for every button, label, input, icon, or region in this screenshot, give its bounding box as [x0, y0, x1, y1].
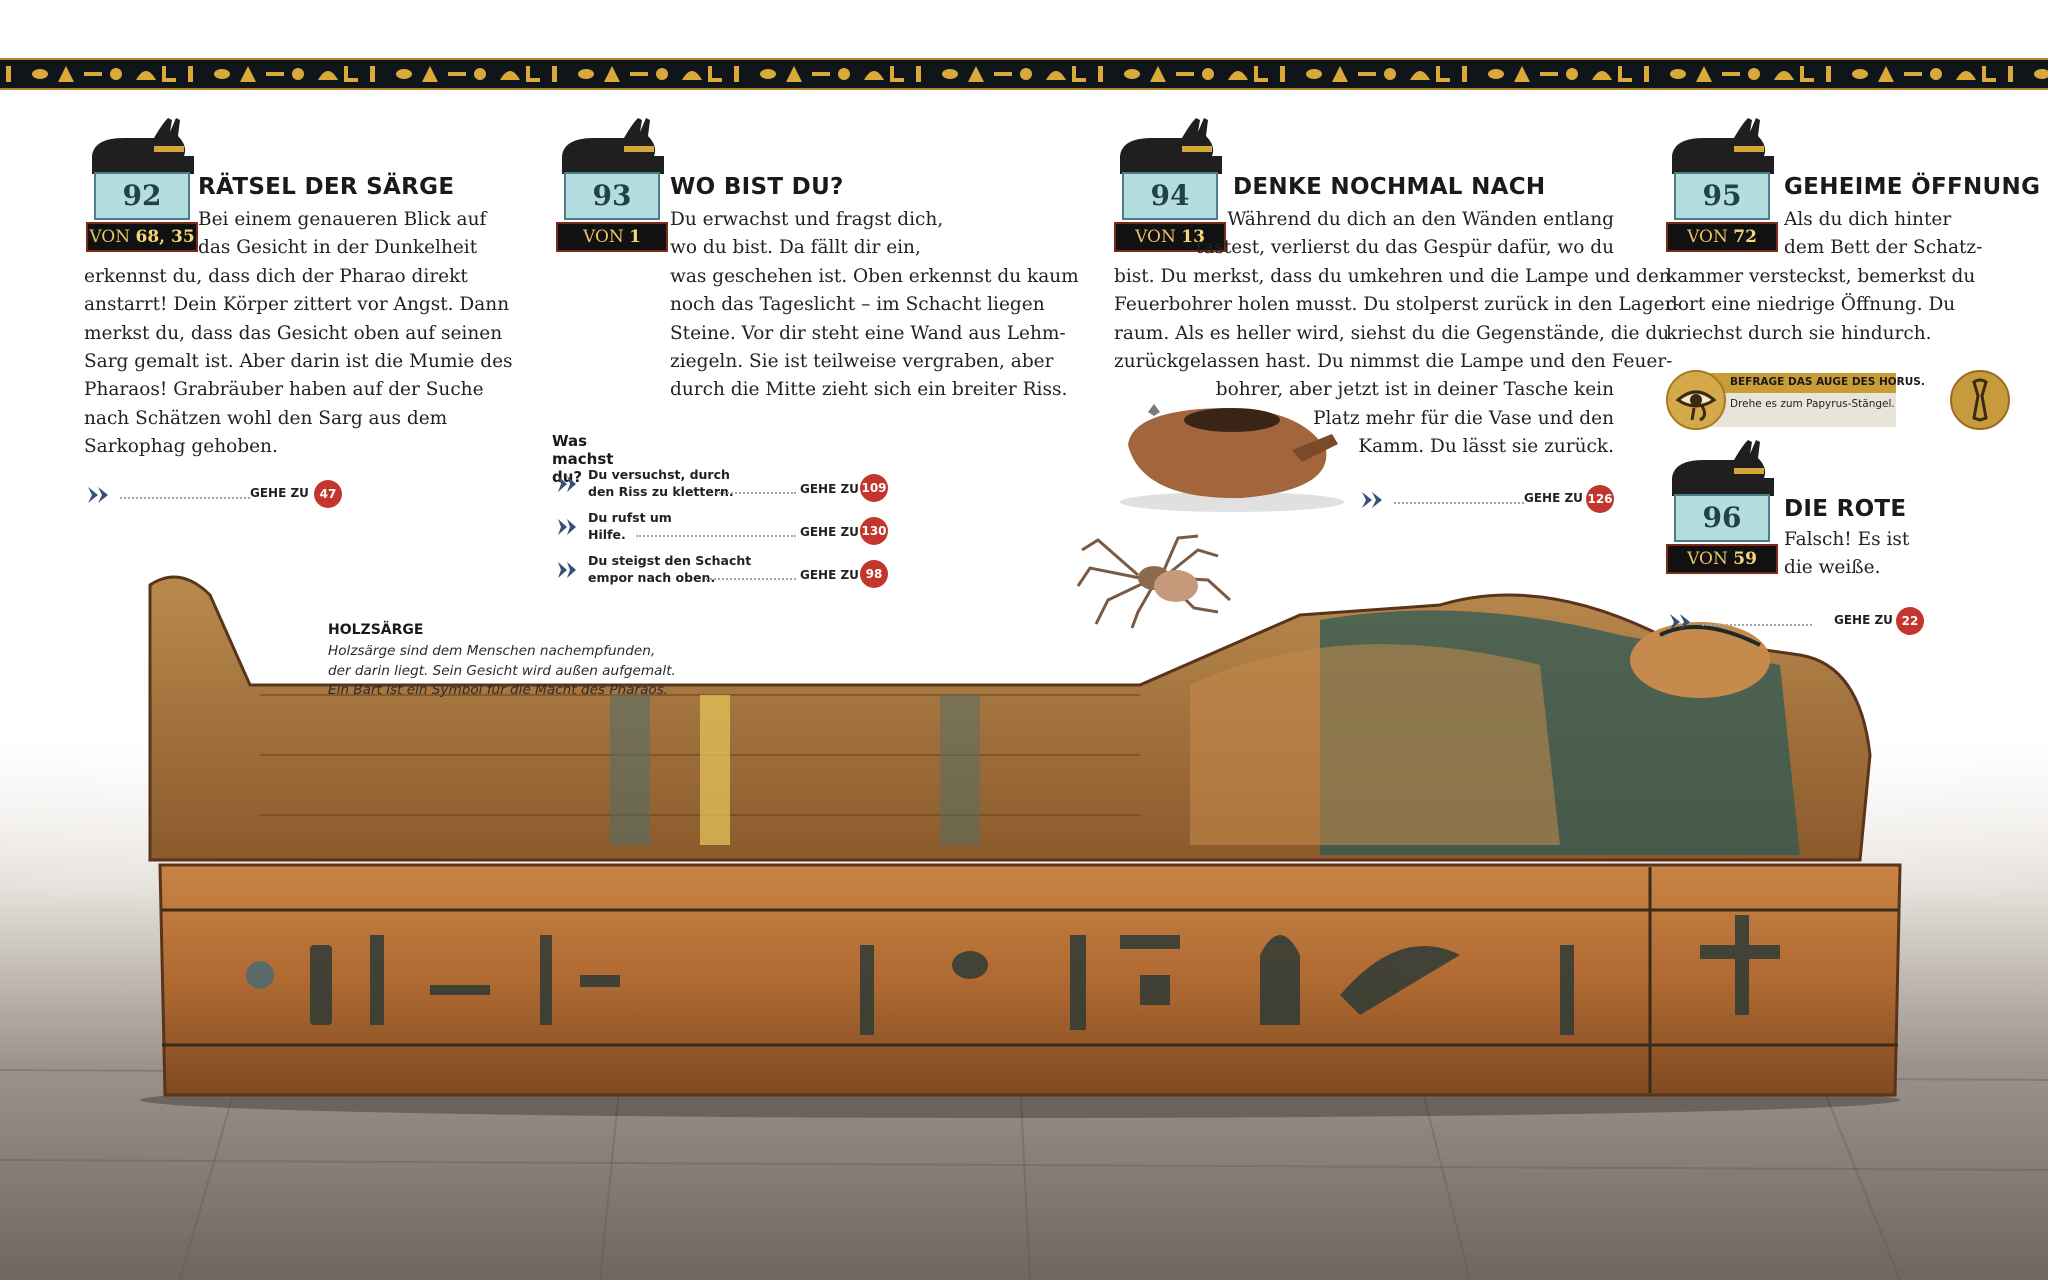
body-line: das Gesicht in der Dunkelheit [198, 237, 478, 259]
image-caption [328, 622, 748, 701]
hieroglyph-glyph [162, 66, 176, 82]
goto-number[interactable]: 22 [1896, 607, 1924, 635]
body-line: kammer versteckst, bemerkst du [1666, 265, 1976, 287]
hieroglyph-glyph [552, 66, 557, 82]
body-line: die weiße. [1784, 557, 1881, 579]
hieroglyph-glyph [1982, 66, 1996, 82]
section-number: 93 [564, 172, 660, 220]
hieroglyph-glyph [1176, 72, 1194, 76]
body-line: Feuerbohrer holen musst. Du stolperst zurück in den Lager- [1114, 294, 1680, 316]
hieroglyph-glyph [136, 71, 156, 80]
hieroglyph-glyph [760, 69, 776, 79]
body-line: Steine. Vor dir steht eine Wand aus Lehm- [670, 322, 1066, 344]
hieroglyph-glyph [448, 72, 466, 76]
double-chevron-arrow-icon [1360, 490, 1386, 510]
hieroglyph-glyph [656, 68, 668, 80]
body-line: was geschehen ist. Oben erkennst du kaum [670, 265, 1079, 287]
hieroglyph-glyph [864, 71, 884, 80]
section-title: WO BIST DU? [670, 174, 844, 200]
hieroglyph-glyph [734, 66, 739, 82]
anubis-badge-icon [84, 116, 202, 176]
dotted-leader [636, 535, 796, 537]
section-body [84, 206, 513, 462]
anubis-badge-icon [554, 116, 672, 176]
section-title: DENKE NOCHMAL NACH [1233, 174, 1546, 200]
anubis-badge-icon [1112, 116, 1230, 176]
hieroglyph-glyph [84, 72, 102, 76]
goto-label: GEHE ZU [800, 525, 859, 539]
section-badge [554, 116, 672, 256]
goto-label: GEHE ZU [250, 486, 309, 500]
section-number: 95 [1674, 172, 1770, 220]
section-number: 96 [1674, 494, 1770, 542]
caption-line: der darin liegt. Sein Gesicht wird außen aufgemalt. [328, 662, 676, 679]
body-line: dem Bett der Schatz- [1784, 237, 1983, 259]
hieroglyph-glyph [1254, 66, 1268, 82]
hieroglyph-glyph [994, 72, 1012, 76]
body-line: durch die Mitte zieht sich ein breiter Riss. [670, 379, 1068, 401]
goto-number[interactable]: 126 [1586, 485, 1614, 513]
von-reference: VON 1 [556, 222, 668, 252]
body-line: kriechst durch sie hindurch. [1666, 322, 1932, 344]
hint-title: BEFRAGE DAS AUGE DES HORUS. [1730, 376, 1925, 388]
hieroglyph-glyph [1878, 66, 1894, 82]
hieroglyph-glyph [2034, 69, 2048, 79]
dotted-leader [1702, 624, 1812, 626]
hieroglyph-glyph [1956, 71, 1976, 80]
double-chevron-arrow-icon [1668, 612, 1694, 632]
hieroglyph-glyph [32, 69, 48, 79]
hieroglyph-glyph [58, 66, 74, 82]
body-line: Pharaos! Grabräuber haben auf der Suche [84, 379, 484, 401]
hieroglyph-glyph [1670, 69, 1686, 79]
hieroglyph-glyph [1384, 68, 1396, 80]
hieroglyph-glyph [1358, 72, 1376, 76]
hieroglyph-glyph [1098, 66, 1103, 82]
goto-label: GEHE ZU [1834, 613, 1893, 627]
hieroglyph-glyph [2008, 66, 2013, 82]
hieroglyph-glyph [6, 66, 11, 82]
section-title: DIE ROTE [1784, 496, 1907, 522]
double-chevron-arrow-icon [86, 485, 112, 505]
hieroglyph-glyph [890, 66, 904, 82]
hieroglyph-glyph [630, 72, 648, 76]
papyrus-stalk-icon [1950, 370, 2010, 430]
dotted-leader [716, 492, 796, 494]
body-line: Sarg gemalt ist. Aber darin ist die Mumie des [84, 351, 513, 373]
hieroglyph-glyph [708, 66, 722, 82]
eye-of-horus-icon[interactable] [1666, 370, 1726, 430]
body-line: dort eine niedrige Öffnung. Du [1666, 294, 1956, 316]
hieroglyph-glyph [968, 66, 984, 82]
section-title: RÄTSEL DER SÄRGE [198, 174, 455, 200]
choice-text: Du rufst um Hilfe. [588, 510, 672, 542]
hint-text: Drehe es zum Papyrus-Stängel. [1730, 398, 1895, 410]
hieroglyph-glyph [1930, 68, 1942, 80]
hieroglyph-glyph [110, 68, 122, 80]
hieroglyph-glyph [1852, 69, 1868, 79]
section-badge [1664, 438, 1782, 578]
goto-number[interactable]: 98 [860, 560, 888, 588]
body-line: nach Schätzen wohl den Sarg aus dem [84, 407, 448, 429]
choice-text: Du steigst den Schacht empor nach oben. [588, 553, 752, 585]
body-line: Sarkophag gehoben. [84, 436, 278, 458]
hieroglyph-glyph [1488, 69, 1504, 79]
body-line: raum. Als es heller wird, siehst du die Gegenstände, die du [1114, 322, 1670, 344]
hieroglyph-glyph [1566, 68, 1578, 80]
section-title: GEHEIME ÖFFNUNG [1784, 174, 2041, 200]
body-line: merkst du, dass das Gesicht oben auf seinen [84, 322, 503, 344]
double-chevron-arrow-icon [556, 474, 580, 494]
double-chevron-arrow-icon [556, 517, 580, 537]
horus-hint-box[interactable] [1666, 370, 1936, 430]
choice-option[interactable] [556, 552, 896, 592]
hieroglyph-glyph [1748, 68, 1760, 80]
anubis-badge-icon [1664, 438, 1782, 498]
hieroglyph-glyph [1618, 66, 1632, 82]
hieroglyph-glyph [1462, 66, 1467, 82]
body-line: tastest, verlierst du das Gespür dafür, wo du [1195, 237, 1614, 259]
choice-text: Du versuchst, durch den Riss zu klettern. [588, 467, 734, 499]
hieroglyph-frieze [0, 58, 2048, 90]
hieroglyph-glyph [474, 68, 486, 80]
dotted-leader [706, 578, 796, 580]
body-line: Du erwachst und fragst dich, [670, 209, 944, 230]
body-line: anstarrt! Dein Körper zittert vor Angst. Dann [84, 294, 510, 316]
hieroglyph-glyph [1072, 66, 1086, 82]
goto-label: GEHE ZU [800, 482, 859, 496]
von-reference: VON 72 [1666, 222, 1778, 252]
hieroglyph-glyph [1332, 66, 1348, 82]
hieroglyph-glyph [1436, 66, 1450, 82]
von-reference: VON 68, 35 [86, 222, 198, 252]
body-line: erkennst du, dass dich der Pharao direkt [84, 265, 468, 287]
goto-row[interactable] [1360, 484, 1620, 514]
dotted-leader [120, 497, 250, 499]
hieroglyph-glyph [1202, 68, 1214, 80]
hieroglyph-glyph [682, 71, 702, 80]
hieroglyph-glyph [1046, 71, 1066, 80]
hieroglyph-glyph [1592, 71, 1612, 80]
hieroglyph-glyph [1696, 66, 1712, 82]
body-line: noch das Tageslicht – im Schacht liegen [670, 294, 1045, 316]
spider-image [1068, 520, 1238, 630]
goto-label: GEHE ZU [800, 568, 859, 582]
body-line: Als du dich hinter [1784, 209, 1952, 230]
hieroglyph-glyph [214, 69, 230, 79]
hieroglyph-glyph [1722, 72, 1740, 76]
choice-option[interactable] [556, 509, 896, 549]
body-line: bohrer, aber jetzt ist in deiner Tasche kein [1215, 379, 1614, 401]
hieroglyph-glyph [1826, 66, 1831, 82]
hieroglyph-glyph [500, 71, 520, 80]
body-line: Bei einem genaueren Blick auf [198, 209, 487, 230]
hieroglyph-glyph [604, 66, 620, 82]
goto-row[interactable] [86, 479, 346, 509]
hieroglyph-glyph [1306, 69, 1322, 79]
goto-row[interactable] [1668, 606, 1928, 636]
hieroglyph-glyph [344, 66, 358, 82]
hieroglyph-glyph [1514, 66, 1530, 82]
hieroglyph-glyph [1644, 66, 1649, 82]
hieroglyph-glyph [1280, 66, 1285, 82]
section-body [670, 206, 1079, 405]
hieroglyph-glyph [578, 69, 594, 79]
hieroglyph-glyph [1800, 66, 1814, 82]
von-reference: VON 13 [1114, 222, 1226, 252]
hieroglyph-glyph [1774, 71, 1794, 80]
hieroglyph-glyph [838, 68, 850, 80]
hieroglyph-glyph [188, 66, 193, 82]
hieroglyph-glyph [422, 66, 438, 82]
hieroglyph-pattern [0, 60, 2048, 88]
hieroglyph-glyph [396, 69, 412, 79]
body-line: zurückgelassen hast. Du nimmst die Lampe und den Feuer- [1114, 351, 1673, 373]
hieroglyph-glyph [526, 66, 540, 82]
choice-question: Was machst du? [552, 432, 614, 486]
hieroglyph-glyph [942, 69, 958, 79]
goto-label: GEHE ZU [1524, 491, 1583, 505]
body-line: Während du dich an den Wänden entlang [1227, 209, 1614, 230]
body-line: Kamm. Du lässt sie zurück. [1358, 436, 1614, 458]
caption-line: Holzsärge sind dem Menschen nachempfunden, [328, 643, 656, 659]
section-body [1666, 206, 1982, 348]
hieroglyph-glyph [292, 68, 304, 80]
hieroglyph-glyph [1020, 68, 1032, 80]
goto-number[interactable]: 47 [314, 480, 342, 508]
goto-number[interactable]: 130 [860, 517, 888, 545]
caption-line: Ein Bart ist ein Symbol für die Macht des Pharaos. [328, 682, 669, 698]
hieroglyph-glyph [240, 66, 256, 82]
body-line: Falsch! Es ist [1784, 529, 1910, 550]
hieroglyph-glyph [1150, 66, 1166, 82]
von-reference: VON 59 [1666, 544, 1778, 574]
hieroglyph-glyph [370, 66, 375, 82]
hieroglyph-glyph [916, 66, 921, 82]
dotted-leader [1394, 502, 1524, 504]
hieroglyph-glyph [318, 71, 338, 80]
body-line: wo du bist. Da fällt dir ein, [670, 237, 921, 259]
double-chevron-arrow-icon [556, 560, 580, 580]
hieroglyph-glyph [1540, 72, 1558, 76]
body-line: bist. Du merkst, dass du umkehren und die Lampe und den [1114, 265, 1671, 287]
hieroglyph-glyph [1904, 72, 1922, 76]
body-line: Platz mehr für die Vase und den [1313, 407, 1614, 429]
hieroglyph-glyph [266, 72, 284, 76]
hieroglyph-glyph [1228, 71, 1248, 80]
caption-title: HOLZSÄRGE [328, 622, 424, 638]
section-body [1114, 206, 1680, 462]
anubis-badge-icon [1664, 116, 1782, 176]
hieroglyph-glyph [1124, 69, 1140, 79]
body-line: ziegeln. Sie ist teilweise vergraben, aber [670, 351, 1054, 373]
caption-text [328, 642, 748, 701]
hieroglyph-glyph [812, 72, 830, 76]
hieroglyph-glyph [786, 66, 802, 82]
section-number: 92 [94, 172, 190, 220]
section-number: 94 [1122, 172, 1218, 220]
choice-option[interactable] [556, 466, 896, 506]
hieroglyph-glyph [1410, 71, 1430, 80]
section-body [1784, 526, 1909, 583]
goto-number[interactable]: 109 [860, 474, 888, 502]
